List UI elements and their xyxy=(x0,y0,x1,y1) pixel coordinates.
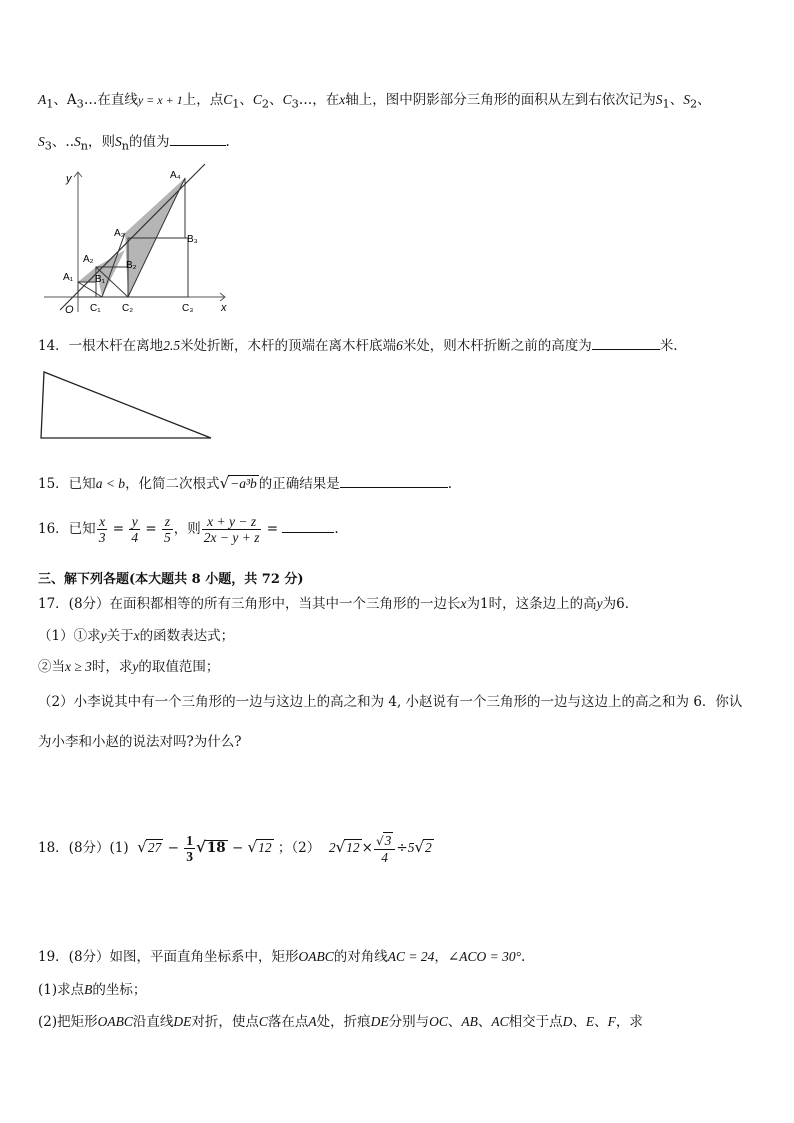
denominator: 3 xyxy=(186,849,193,864)
section-heading: 三、解下列各题(本大题共 8 小题，共 72 分) xyxy=(38,572,304,587)
var: D xyxy=(562,1014,573,1029)
label-A4: A₄ xyxy=(170,170,181,181)
q13-line2 xyxy=(38,130,230,153)
triangle xyxy=(41,372,211,438)
text: 19．(8分）如图，平面直角坐标系中，矩形 xyxy=(38,949,299,965)
text: . xyxy=(447,476,453,492)
radicand: 12 xyxy=(258,840,272,855)
condition: x ≥ 3 xyxy=(65,659,92,674)
text-C: C xyxy=(282,92,292,107)
radicand: −a³b xyxy=(230,476,257,491)
q18-line xyxy=(38,832,434,865)
var: F xyxy=(607,1014,616,1029)
text-C: C xyxy=(252,92,262,107)
var: AC xyxy=(491,1014,509,1029)
radical-sign: √ xyxy=(375,834,384,848)
var: C xyxy=(258,1014,268,1029)
text: 沿直线 xyxy=(132,1014,174,1030)
text-S: S xyxy=(115,134,122,149)
text: 、 xyxy=(572,1014,586,1030)
text: 16．已知 xyxy=(38,521,96,537)
var: DE xyxy=(370,1014,389,1029)
answer-blank[interactable] xyxy=(592,335,660,350)
text: 、 xyxy=(669,92,684,108)
denominator: 4 xyxy=(131,530,139,545)
radical-sign: √ xyxy=(195,838,206,856)
q17-line3 xyxy=(38,655,219,675)
text: 、A xyxy=(53,92,77,108)
denominator: 2x − y + z xyxy=(203,530,260,545)
text: 上，点 xyxy=(182,92,224,108)
denominator: 5 xyxy=(164,530,171,545)
text-S: S xyxy=(74,134,81,149)
q14-figure xyxy=(38,368,218,447)
var: AB xyxy=(461,1014,478,1029)
sub: n xyxy=(121,139,130,153)
sub: 3 xyxy=(44,139,52,153)
text: 轴上，图中阴影部分三角形的面积从左到右依次记为 xyxy=(345,92,656,108)
label-x: x xyxy=(221,302,227,314)
text: 米处折断，木杆的顶端在离木杆底端 xyxy=(180,338,397,354)
var: y xyxy=(132,659,139,674)
answer-blank[interactable] xyxy=(170,131,226,146)
text: 17．(8分）在面积都相等的所有三角形中，当其中一个三角形的一边长 xyxy=(38,596,461,612)
q17-line4: （2）小李说其中有一个三角形的一边与这边上的高之和为 4, 小赵说有一个三角形的一边与这边上的高之和为 6．你认 xyxy=(38,694,743,710)
number: 2.5 xyxy=(163,338,181,353)
label-C3: C₃ xyxy=(182,303,194,314)
var: y xyxy=(596,596,603,611)
sub: 2 xyxy=(261,97,270,111)
radicand: 3 xyxy=(384,833,392,848)
label-A1: A₁ xyxy=(63,272,74,283)
text: 为6． xyxy=(602,596,639,612)
number: 2 xyxy=(328,840,336,855)
text: . xyxy=(334,521,339,537)
q19-line3 xyxy=(38,1010,643,1030)
text: 为1时，这条边上的高 xyxy=(466,596,597,612)
label-B3: B₃ xyxy=(187,234,198,245)
operator: − xyxy=(231,840,244,856)
text-S: S xyxy=(655,92,663,107)
text: 的坐标； xyxy=(92,982,147,998)
var: OABC xyxy=(298,949,334,964)
text: 、 xyxy=(697,92,711,108)
var: OC xyxy=(429,1014,448,1029)
text: 关于 xyxy=(106,628,134,644)
denominator: 3 xyxy=(98,530,106,545)
sub: 2 xyxy=(689,97,698,111)
text: 18．(8分）(1) xyxy=(38,840,129,856)
text: 、 xyxy=(594,1014,608,1030)
sub: 1 xyxy=(662,97,670,111)
radical-sign: √ xyxy=(414,838,424,856)
label-y: y xyxy=(66,173,72,185)
radicand: 27 xyxy=(147,840,162,855)
equation: ∠ACO = 30° xyxy=(447,949,521,964)
text: …，在 xyxy=(298,92,340,108)
numerator xyxy=(374,832,395,850)
radicand: 12 xyxy=(346,840,360,855)
var: DE xyxy=(173,1014,192,1029)
var: E xyxy=(585,1014,595,1029)
text: ， xyxy=(434,949,448,965)
numerator: z xyxy=(162,514,173,530)
denominator: 4 xyxy=(381,850,389,865)
fraction xyxy=(97,514,108,545)
text: （1）①求 xyxy=(38,628,101,644)
text: 对折，使点 xyxy=(191,1014,259,1030)
operator: − xyxy=(167,840,179,856)
text: (2)把矩形 xyxy=(38,1014,98,1030)
q16-line: 16．已知 $\frac{x}{3}$ = $\frac{y}{4}$ = $\frac{z}{5}$ ，则 $\frac{x + y - z}{2x - y + z}$ = . xyxy=(38,514,339,545)
text-x: x xyxy=(339,92,346,107)
text: 的取值范围； xyxy=(138,659,220,675)
var: x xyxy=(460,596,467,611)
text: ；（2） xyxy=(277,840,321,856)
q19-line2 xyxy=(38,978,146,998)
text: ，求 xyxy=(615,1014,643,1030)
shade-s1 xyxy=(78,267,96,282)
equation: AC = 24 xyxy=(387,949,435,964)
label-A2: A₂ xyxy=(83,254,94,265)
text: 分别与 xyxy=(388,1014,430,1030)
text: 、 xyxy=(477,1014,492,1030)
number: 6 xyxy=(396,338,403,353)
sub: 3 xyxy=(76,97,84,111)
text: (1)求点 xyxy=(38,982,85,998)
text: 15．已知 xyxy=(38,476,96,492)
fraction xyxy=(129,514,140,545)
text: 处，折痕 xyxy=(316,1014,371,1030)
numerator: x + y − z xyxy=(202,514,262,530)
number: 5 xyxy=(407,840,415,855)
q17-line5: 为小李和小赵的说法对吗?为什么? xyxy=(38,734,242,750)
q17-line1 xyxy=(38,592,638,612)
sub: n xyxy=(80,139,89,153)
text: 、 xyxy=(269,92,283,108)
var: y xyxy=(100,628,107,643)
text: 落在点 xyxy=(267,1014,309,1030)
text: ，则 xyxy=(88,134,116,150)
label-origin: O xyxy=(65,304,74,316)
q17-line2 xyxy=(38,624,234,644)
radical-sign: √ xyxy=(335,838,346,856)
text: 相交于点 xyxy=(508,1014,563,1030)
text: …在直线 xyxy=(83,92,138,108)
radicand: 2 xyxy=(425,840,432,855)
text: ，则 xyxy=(173,521,201,537)
answer-blank[interactable] xyxy=(282,518,334,533)
text-S: S xyxy=(683,92,690,107)
sub: 1 xyxy=(232,97,240,111)
var: OABC xyxy=(97,1014,133,1029)
fraction xyxy=(184,833,195,864)
text: . xyxy=(225,134,230,150)
condition: a < b xyxy=(95,476,126,491)
var: A xyxy=(308,1014,317,1029)
text: 的值为 xyxy=(129,134,170,150)
radical-sign: √ xyxy=(137,838,147,856)
text: 时，求 xyxy=(91,659,133,675)
numerator: 1 xyxy=(186,833,193,848)
label-B1: B₁ xyxy=(95,274,106,285)
broken-pole-triangle xyxy=(38,368,218,443)
q14-line xyxy=(38,334,678,354)
sub: 1 xyxy=(46,97,54,111)
q19-line1 xyxy=(38,945,525,965)
text: 米. xyxy=(659,338,678,354)
fraction xyxy=(162,514,173,545)
text: 、 xyxy=(239,92,253,108)
numerator: y xyxy=(129,514,140,530)
text-A: A xyxy=(38,92,47,107)
answer-blank[interactable] xyxy=(340,473,448,488)
fraction xyxy=(202,514,262,545)
staircase-figure xyxy=(40,162,240,317)
q13-line1 xyxy=(38,88,711,111)
text: . xyxy=(521,949,526,965)
label-B2: B₂ xyxy=(126,260,137,271)
radical-sign: √ xyxy=(219,474,230,492)
radical-sign: √ xyxy=(247,838,258,856)
var: x xyxy=(133,628,140,643)
text: 、.. xyxy=(51,134,75,150)
text: 的函数表达式； xyxy=(139,628,235,644)
label-C1: C₁ xyxy=(90,303,101,314)
radicand: 18 xyxy=(206,840,226,856)
label-C2: C₂ xyxy=(122,303,134,314)
text: ②当 xyxy=(38,659,65,675)
sub: 3 xyxy=(291,97,299,111)
text-S: S xyxy=(38,134,45,149)
fraction xyxy=(374,832,395,865)
text: 14．一根木杆在离地 xyxy=(38,338,164,354)
numerator: x xyxy=(97,514,108,530)
text: 的正确结果是 xyxy=(258,476,340,492)
var: B xyxy=(84,982,93,997)
text: 、 xyxy=(447,1014,462,1030)
operator: × xyxy=(361,840,373,856)
operator: ÷ xyxy=(396,840,408,856)
text-C: C xyxy=(223,92,233,107)
text: 米处，则木杆折断之前的高度为 xyxy=(402,338,592,354)
text: 的对角线 xyxy=(333,949,388,965)
text: ，化简二次根式 xyxy=(125,476,220,492)
q15-line xyxy=(38,472,452,492)
equation: y = x + 1 xyxy=(137,93,183,107)
q13-figure xyxy=(40,162,240,321)
label-A3: A₃ xyxy=(114,228,125,239)
